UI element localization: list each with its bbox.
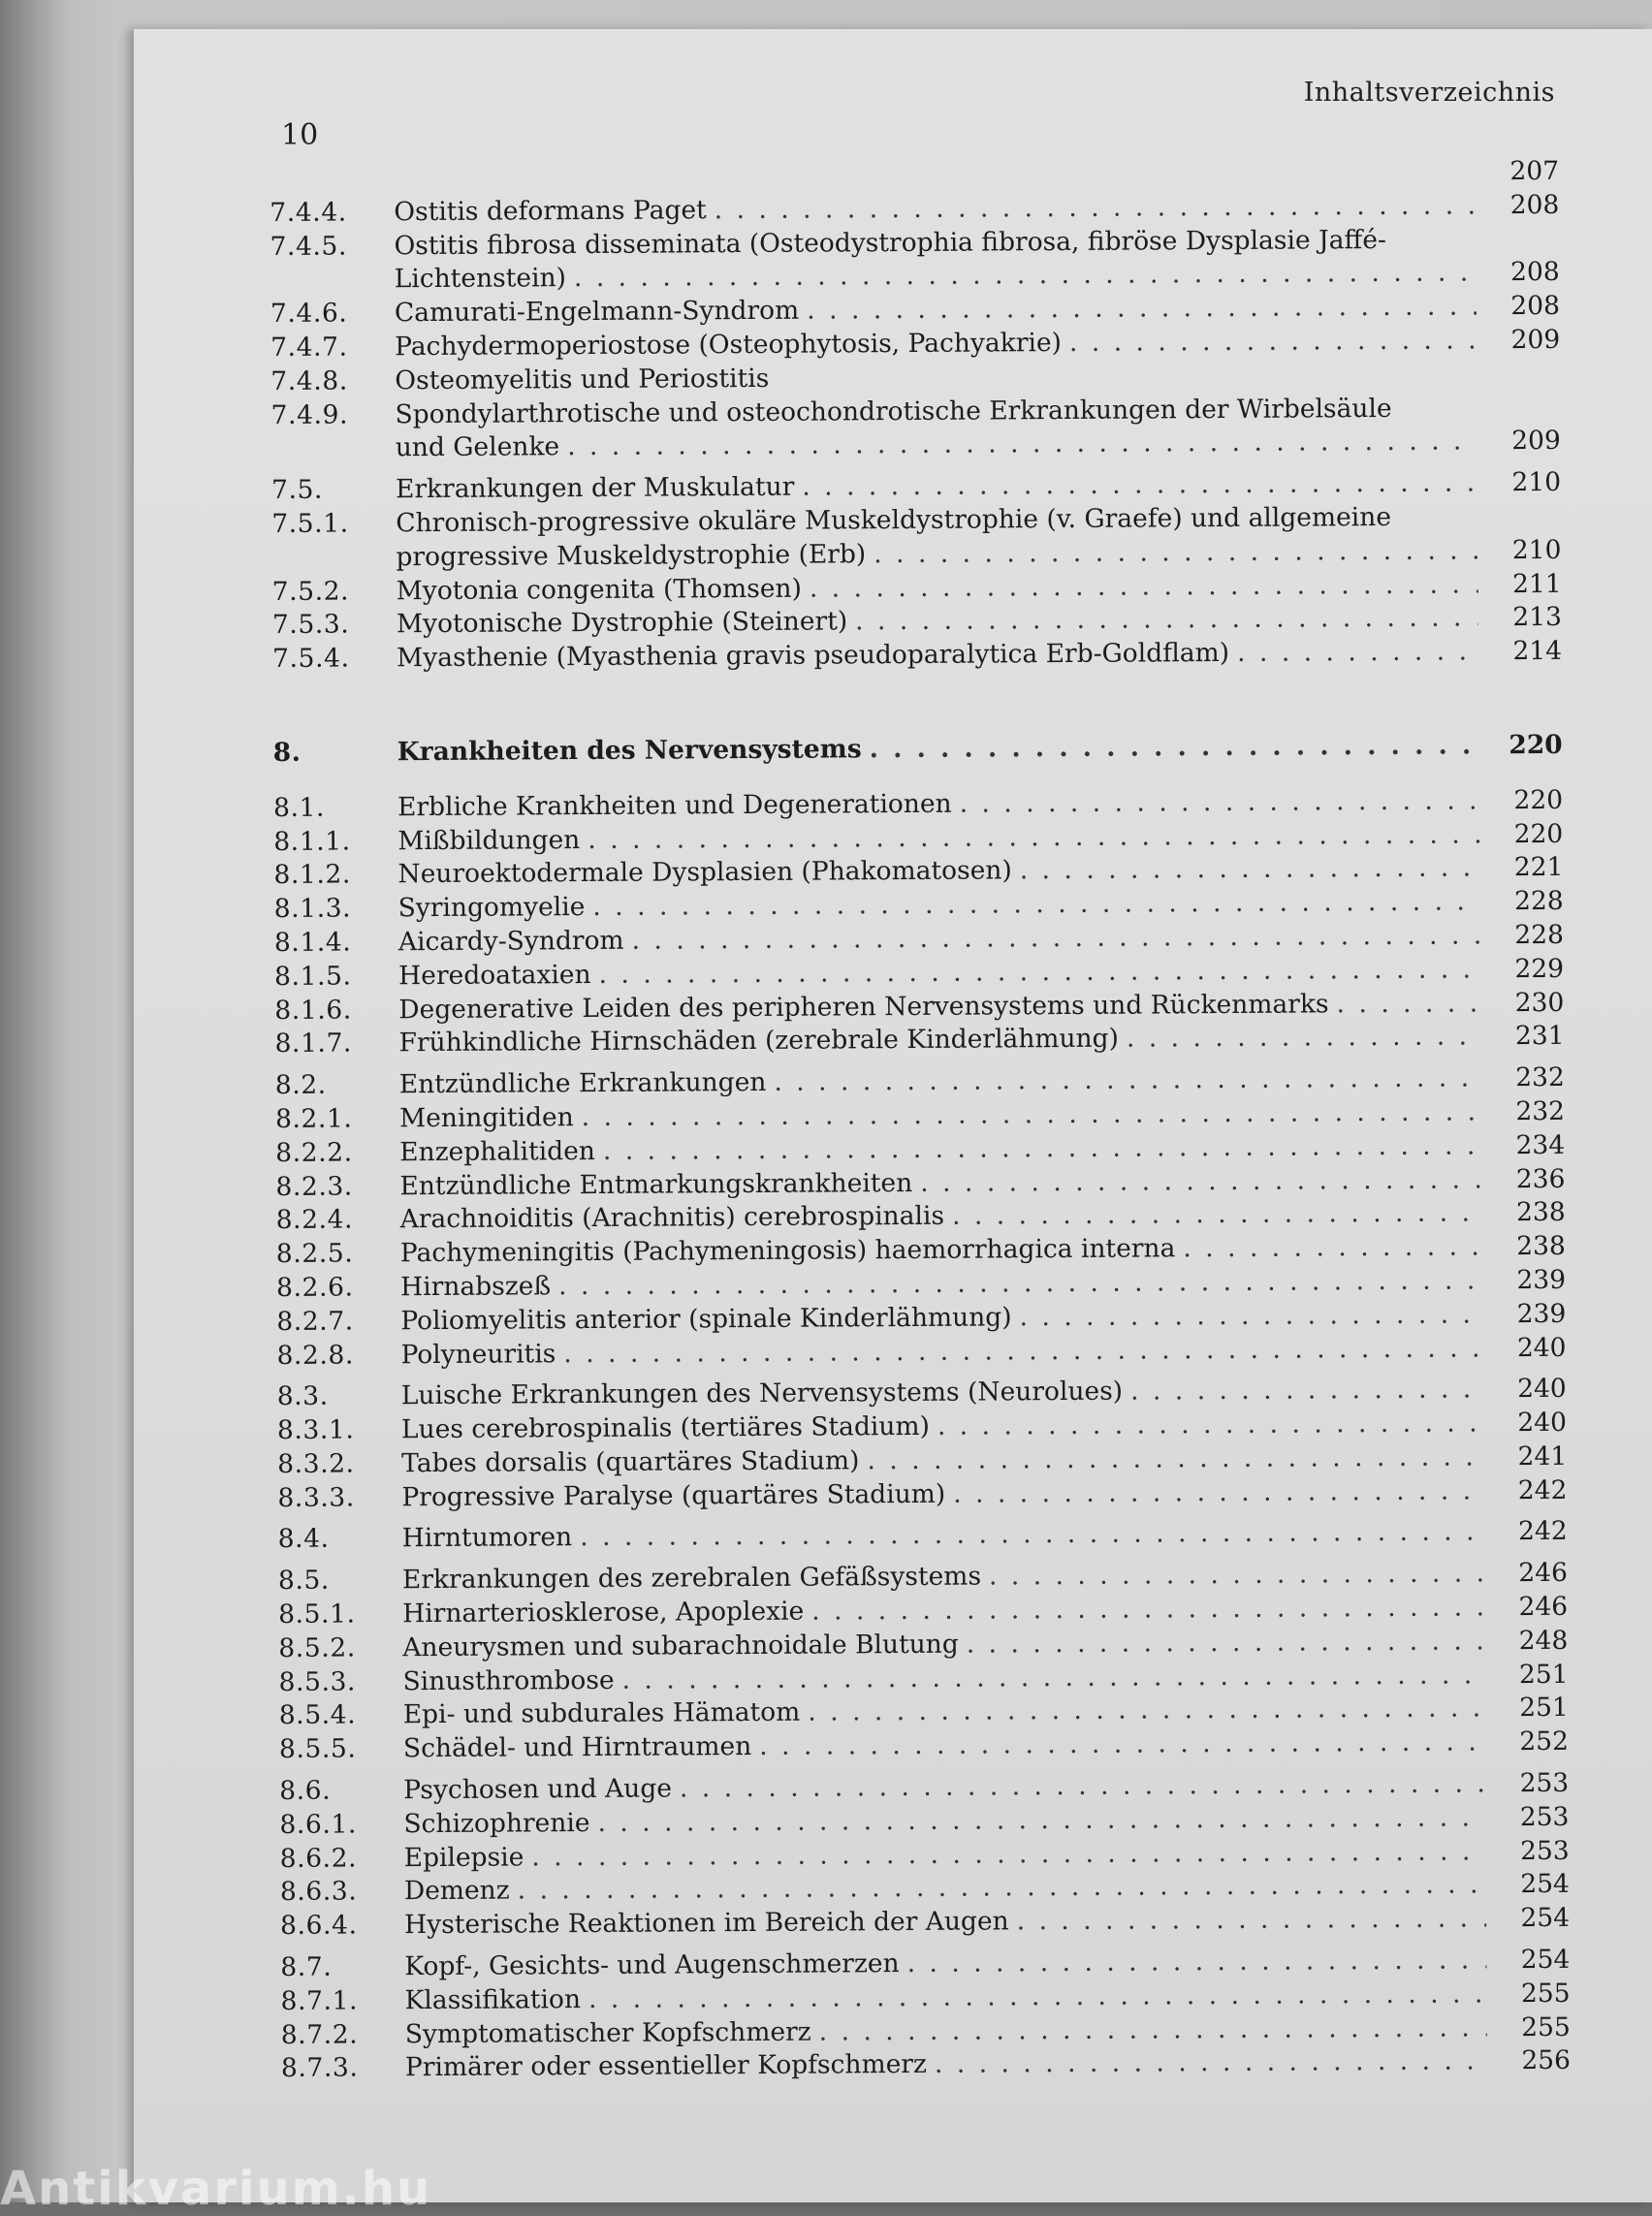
entry-number: 8.1. xyxy=(273,791,397,826)
dot-leader xyxy=(1069,324,1477,360)
entry-page-number: 209 xyxy=(1484,324,1560,358)
entry-page-number: 220 xyxy=(1487,817,1563,851)
entry-title-cell xyxy=(394,179,1483,186)
entry-title: Chronisch-progressive okuläre Muskeldystrophie (v. Graefe) und allgemeine xyxy=(396,502,1391,538)
entry-number xyxy=(270,288,395,289)
dot-leader xyxy=(937,1407,1483,1443)
entry-title: Arachnoiditis (Arachnitis) cerebrospinalis xyxy=(400,1200,945,1237)
entry-page-number: 255 xyxy=(1494,1978,1570,2011)
entry-page-number: 238 xyxy=(1490,1230,1566,1264)
entry-number: 8.1.5. xyxy=(274,960,398,995)
entry-page-number: 208 xyxy=(1483,189,1559,223)
entry-number: 7.4.5. xyxy=(270,230,394,265)
entry-number: 8.7.1. xyxy=(280,1984,404,2019)
entry-page-number: 241 xyxy=(1491,1440,1567,1474)
entry-page-number: 220 xyxy=(1487,729,1563,763)
dot-leader xyxy=(808,1693,1485,1730)
entry-title: Frühkindliche Hirnschäden (zerebrale Kinderlähmung) xyxy=(398,1023,1119,1061)
entry-title-cell xyxy=(404,1903,1494,1944)
entry-page-number: 208 xyxy=(1484,290,1560,324)
toc-entry xyxy=(281,2044,1571,2086)
entry-title-cell xyxy=(396,426,1485,466)
dot-leader xyxy=(603,1129,1482,1168)
entry-page-number: 242 xyxy=(1491,1474,1567,1508)
entry-title: Hirntumoren xyxy=(402,1522,573,1557)
entry-title: Hirnarteriosklerose, Apoplexie xyxy=(402,1596,804,1631)
entry-number: 7.5.1. xyxy=(271,507,396,542)
entry-title: Myotonische Dystrophie (Steinert) xyxy=(397,606,847,643)
entry-number: 8.5.2. xyxy=(278,1631,402,1666)
dot-leader xyxy=(1336,987,1480,1022)
entry-page-number: 242 xyxy=(1492,1515,1568,1549)
dot-leader xyxy=(621,1659,1484,1697)
entry-number: 7.4.7. xyxy=(270,331,395,365)
entry-number: 8.2.1. xyxy=(275,1102,399,1137)
entry-number: 8.2.6. xyxy=(276,1271,400,1306)
toc-entry xyxy=(274,1020,1564,1061)
entry-title: Hirnabszeß xyxy=(400,1270,551,1305)
entry-title: Aicardy-Syndrom xyxy=(398,925,624,960)
dot-leader xyxy=(989,1558,1484,1595)
entry-page-number: 207 xyxy=(1483,155,1559,189)
entry-number: 8.6.3. xyxy=(280,1876,404,1911)
entry-page-number: 253 xyxy=(1493,1767,1569,1801)
entry-page-number: 240 xyxy=(1491,1407,1567,1440)
entry-number: 8.2.2. xyxy=(275,1136,399,1171)
dot-leader xyxy=(874,534,1477,572)
entry-title: Erkrankungen des zerebralen Gefäßsystems xyxy=(402,1561,981,1598)
entry-number: 8.5. xyxy=(278,1564,402,1599)
dot-leader xyxy=(774,1062,1481,1100)
entry-number xyxy=(272,565,397,566)
entry-page-number: 229 xyxy=(1488,953,1564,987)
entry-title-cell xyxy=(398,1021,1488,1061)
entry-number: 8. xyxy=(273,736,397,771)
toc-entry xyxy=(279,1725,1569,1767)
dot-leader xyxy=(810,568,1478,606)
entry-title: Tabes dorsalis (quartäres Stadium) xyxy=(401,1444,859,1481)
dot-leader xyxy=(588,1978,1487,2016)
entry-number: 8.6. xyxy=(279,1774,403,1809)
entry-page-number: 251 xyxy=(1492,1659,1568,1693)
entry-title: Spondylarthrotische und osteochondrotische Erkrankungen der Wirbelsäule xyxy=(395,394,1391,429)
entry-title: Mißbildungen xyxy=(397,824,580,859)
entry-page-number: 210 xyxy=(1485,534,1561,568)
dot-leader xyxy=(632,919,1480,958)
entry-title: und Gelenke xyxy=(396,431,560,466)
running-header: Inhaltsverzeichnis xyxy=(1304,78,1555,108)
entry-page-number: 252 xyxy=(1493,1725,1569,1759)
dot-leader xyxy=(1020,852,1480,889)
entry-number: 8.1.4. xyxy=(274,926,398,961)
dot-leader xyxy=(597,1801,1485,1840)
entry-title: Ostitis deformans Paget xyxy=(394,194,707,230)
entry-title: Entzündliche Entmarkungskrankheiten xyxy=(399,1166,912,1203)
entry-number: 8.1.2. xyxy=(273,859,397,894)
entry-number: 8.2.5. xyxy=(276,1237,400,1272)
entry-title: Primärer oder essentieller Kopfschmerz xyxy=(405,2048,927,2085)
dot-leader xyxy=(563,1332,1482,1372)
entry-title: Demenz xyxy=(404,1875,510,1909)
entry-page-number: 254 xyxy=(1494,1868,1570,1902)
toc-entry xyxy=(271,425,1561,466)
dot-leader xyxy=(952,1197,1482,1234)
entry-title: Sinusthrombose xyxy=(402,1664,614,1699)
toc-chapter-row xyxy=(273,729,1563,771)
entry-title-cell xyxy=(405,2045,1495,2086)
dot-leader xyxy=(1183,1230,1482,1266)
entry-title: Lues cerebrospinalis (tertiäres Stadium) xyxy=(401,1410,930,1447)
entry-title: Meningitiden xyxy=(399,1101,574,1136)
entry-title: Enzephalitiden xyxy=(399,1135,595,1170)
dot-leader xyxy=(1237,636,1478,671)
entry-page-number: 210 xyxy=(1485,466,1561,500)
watermark: Antikvarium.hu xyxy=(0,2162,431,2216)
entry-title: Osteomyelitis und Periostitis xyxy=(395,363,769,398)
entry-number xyxy=(270,186,394,187)
entry-page-number: 255 xyxy=(1495,2010,1571,2044)
entry-number: 7.5.3. xyxy=(272,609,397,644)
toc-entry xyxy=(272,635,1562,677)
entry-page-number: 240 xyxy=(1490,1331,1566,1365)
entry-title: Entzündliche Erkrankungen xyxy=(399,1066,767,1102)
entry-number: 8.2. xyxy=(275,1068,399,1103)
entry-title: Krankheiten des Nervensystems xyxy=(397,733,862,770)
entry-page-number: 228 xyxy=(1488,919,1564,953)
entry-title: Neuroektodermale Dysplasien (Phakomatosen) xyxy=(397,855,1011,893)
entry-title: Schädel- und Hirntraumen xyxy=(403,1730,751,1766)
entry-title: Progressive Paralyse (quartäres Stadium) xyxy=(401,1477,945,1514)
entry-page-number: 231 xyxy=(1488,1020,1564,1054)
dot-leader xyxy=(960,784,1480,821)
entry-page-number: 246 xyxy=(1492,1591,1568,1625)
dot-leader xyxy=(1019,1298,1482,1335)
entry-number: 7.4.9. xyxy=(270,398,395,433)
entry-title: Symptomatischer Kopfschmerz xyxy=(405,2015,811,2051)
entry-number: 8.2.4. xyxy=(276,1204,400,1239)
entry-number: 8.5.4. xyxy=(279,1699,403,1734)
dot-leader xyxy=(567,426,1477,465)
entry-title: Epi- und subdurales Hämatom xyxy=(403,1696,801,1732)
entry-title: Aneurysmen und subarachnoidale Blutung xyxy=(402,1629,959,1665)
entry-title: Kopf-, Gesichts- und Augenschmerzen xyxy=(404,1947,899,1984)
dot-leader xyxy=(599,953,1481,992)
entry-page-number: 214 xyxy=(1486,635,1562,669)
entry-number: 8.2.7. xyxy=(276,1305,400,1340)
toc-entry xyxy=(280,1902,1570,1944)
dot-leader xyxy=(920,1163,1481,1200)
entry-number: 8.7. xyxy=(280,1950,404,1985)
entry-title-cell xyxy=(400,1332,1490,1373)
entry-number: 8.5.1. xyxy=(278,1598,402,1632)
entry-number: 8.4. xyxy=(278,1523,402,1558)
entry-page-number: 254 xyxy=(1494,1944,1570,1978)
entry-title: Syringomyelie xyxy=(398,891,586,926)
entry-title-cell xyxy=(403,1726,1493,1767)
dot-leader xyxy=(1017,1903,1487,1940)
entry-page-number: 211 xyxy=(1486,567,1562,601)
entry-number: 8.6.4. xyxy=(280,1909,404,1944)
entry-number: 8.2.3. xyxy=(275,1170,399,1205)
entry-number: 8.6.1. xyxy=(279,1808,403,1843)
dot-leader xyxy=(855,602,1478,640)
entry-page-number: 232 xyxy=(1489,1095,1565,1129)
table-of-contents xyxy=(270,155,1571,2086)
entry-page-number: 251 xyxy=(1493,1692,1569,1725)
entry-number: 7.5.2. xyxy=(272,575,397,610)
entry-number: 8.7.2. xyxy=(281,2018,405,2053)
entry-page-number: 256 xyxy=(1495,2044,1571,2078)
dot-leader xyxy=(907,1944,1487,1980)
entry-title-cell xyxy=(401,1474,1491,1515)
entry-page-number: 208 xyxy=(1484,256,1560,290)
entry-page-number: 230 xyxy=(1488,986,1564,1020)
entry-number: 8.3.1. xyxy=(277,1413,401,1448)
dot-leader xyxy=(1130,1374,1483,1409)
toc-entry xyxy=(276,1331,1566,1373)
dot-leader xyxy=(953,1474,1483,1511)
entry-page-number: 238 xyxy=(1490,1196,1566,1230)
dot-leader xyxy=(802,467,1477,505)
entry-page-number: 254 xyxy=(1494,1902,1570,1936)
entry-number: 8.3.2. xyxy=(277,1447,401,1482)
entry-number: 8.1.3. xyxy=(274,892,398,927)
dot-leader xyxy=(582,1095,1481,1134)
entry-page-number: 253 xyxy=(1493,1801,1569,1835)
entry-title: Hysterische Reaktionen im Bereich der Augen xyxy=(404,1906,1009,1944)
entry-title: Psychosen und Auge xyxy=(403,1773,672,1808)
entry-title-cell xyxy=(397,635,1486,676)
entry-title: Erbliche Krankheiten und Degenerationen xyxy=(397,787,952,824)
entry-page-number: 209 xyxy=(1485,425,1561,459)
entry-number xyxy=(271,457,396,458)
entry-title: Erkrankungen der Muskulatur xyxy=(396,471,794,507)
dot-leader xyxy=(1127,1021,1481,1057)
entry-number: 8.1.7. xyxy=(274,1028,398,1062)
dot-leader xyxy=(935,2045,1487,2082)
entry-number: 8.6.2. xyxy=(280,1842,404,1877)
entry-title: Luische Erkrankungen des Nervensystems (Neurolues) xyxy=(401,1376,1124,1413)
entry-page-number: 220 xyxy=(1487,784,1563,818)
entry-page-number: 213 xyxy=(1486,601,1562,635)
dot-leader xyxy=(807,291,1477,329)
dot-leader xyxy=(588,818,1479,857)
entry-number: 8.1.6. xyxy=(274,994,398,1029)
entry-title: Pachymeningitis (Pachymeningosis) haemorrhagica interna xyxy=(400,1232,1176,1271)
entry-number: 7.5.4. xyxy=(272,642,397,677)
dot-leader xyxy=(574,257,1477,296)
page-number: 10 xyxy=(281,118,318,152)
entry-page-number: 239 xyxy=(1490,1264,1566,1298)
entry-title: Poliomyelitis anterior (spinale Kinderlähmung) xyxy=(400,1301,1011,1339)
entry-page-number: 239 xyxy=(1490,1298,1566,1332)
entry-page-number: 228 xyxy=(1488,885,1564,919)
entry-page-number: 232 xyxy=(1489,1061,1565,1095)
entry-title: Ostitis fibrosa disseminata (Osteodystrophia fibrosa, fibröse Dysplasie Jaffé- xyxy=(394,225,1386,261)
entry-title: progressive Muskeldystrophie (Erb) xyxy=(396,538,866,575)
dot-leader xyxy=(967,1625,1485,1662)
entry-number: 7.5. xyxy=(271,473,396,508)
entry-title-cell xyxy=(397,729,1487,770)
entry-title: Camurati-Engelmann-Syndrom xyxy=(395,295,799,331)
entry-title: Epilepsie xyxy=(404,1841,524,1876)
entry-number: 8.2.8. xyxy=(276,1339,400,1374)
entry-page-number: 246 xyxy=(1492,1557,1568,1591)
entry-page-number: 240 xyxy=(1491,1373,1567,1407)
entry-number: 8.5.3. xyxy=(278,1665,402,1700)
dot-leader xyxy=(715,189,1477,228)
dot-leader xyxy=(759,1726,1485,1764)
entry-title: Klassifikation xyxy=(404,1983,581,2018)
entry-title: Polyneuritis xyxy=(400,1338,556,1373)
book-page xyxy=(134,29,1652,2202)
entry-number: 8.3.3. xyxy=(277,1481,401,1516)
entry-number: 7.4.6. xyxy=(270,297,395,332)
entry-number: 7.4.4. xyxy=(270,196,394,231)
toc-entry xyxy=(278,1515,1568,1557)
entry-number: 7.4.8. xyxy=(270,364,395,399)
dot-leader xyxy=(680,1767,1485,1806)
entry-number: 8.3. xyxy=(277,1379,401,1414)
entry-number: 8.7.3. xyxy=(281,2052,405,2087)
entry-number: 8.1.1. xyxy=(273,825,397,860)
entry-title: Schizophrenie xyxy=(403,1807,589,1842)
entry-title: Heredoataxien xyxy=(398,959,591,994)
dot-leader xyxy=(592,886,1480,925)
entry-page-number: 253 xyxy=(1494,1834,1570,1868)
dot-leader xyxy=(531,1835,1486,1875)
entry-title-cell xyxy=(402,1516,1492,1557)
entry-title: Degenerative Leiden des peripheren Nervensystems und Rückenmarks xyxy=(398,988,1328,1028)
entry-page-number: 248 xyxy=(1492,1625,1568,1659)
dot-leader xyxy=(558,1264,1482,1304)
entry-number: 8.5.5. xyxy=(279,1732,403,1767)
dot-leader xyxy=(867,1440,1483,1478)
entry-page-number: 234 xyxy=(1489,1129,1565,1163)
entry-title: Myotonia congenita (Thomsen) xyxy=(397,572,802,608)
toc-entry xyxy=(277,1474,1567,1516)
dot-leader xyxy=(870,729,1479,767)
entry-page-number: 236 xyxy=(1489,1162,1565,1196)
entry-title: Myasthenie (Myasthenia gravis pseudoparalytica Erb-Goldflam) xyxy=(397,637,1229,676)
entry-title: Lichtenstein) xyxy=(395,263,566,298)
dot-leader xyxy=(819,2011,1487,2049)
dot-leader xyxy=(580,1516,1484,1555)
entry-title: Pachydermoperiostose (Osteophytosis, Pachyakrie) xyxy=(395,327,1062,364)
dot-leader xyxy=(811,1591,1484,1629)
entry-page-number: 221 xyxy=(1487,851,1563,885)
